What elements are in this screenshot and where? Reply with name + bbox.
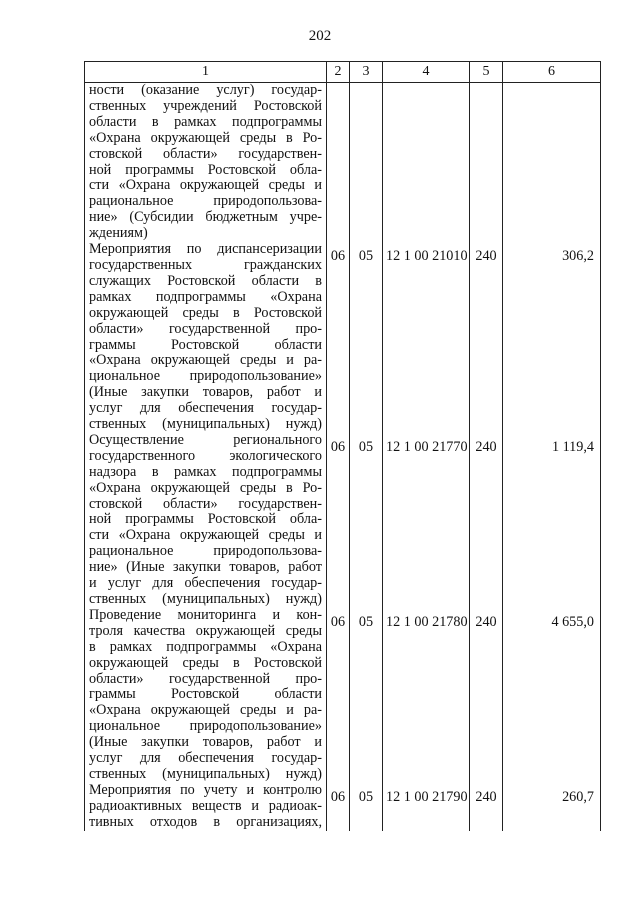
column-header: 4 — [383, 62, 470, 83]
description-line: ждениям) — [89, 225, 148, 242]
subsection-code: 05 — [350, 608, 383, 783]
description-line: надзора в рамках подпрограммы — [89, 463, 322, 480]
description-line: рациональное природопользова- — [89, 543, 322, 560]
description-line: «Охрана окружающей среды и ра- — [89, 352, 322, 369]
description-line: «Охрана окружающей среды в Ро- — [89, 129, 322, 146]
amount: 260,7 — [503, 783, 601, 831]
description-line: государственных гражданских — [89, 256, 322, 273]
section-code: 06 — [327, 608, 350, 783]
description-line: в рамках подпрограммы «Охрана — [89, 638, 322, 655]
description-line: области в рамках подпрограммы — [89, 113, 322, 130]
description-line: ственных (муниципальных) нужд) — [89, 765, 322, 782]
target-article-code — [383, 83, 470, 243]
expense-type-code: 240 — [470, 242, 503, 433]
description-line: услуг для обеспечения государ- — [89, 750, 322, 767]
description-line: тивных отходов в организациях, — [89, 813, 322, 830]
subsection-code: 05 — [350, 242, 383, 433]
target-article-code: 12 1 00 21770 — [383, 433, 470, 608]
table-row — [85, 783, 601, 831]
page-number: 202 — [308, 28, 332, 44]
section-code — [327, 83, 350, 243]
description-line: циональное природопользование» — [89, 368, 322, 385]
description-line: стовской области» государствен- — [89, 145, 322, 162]
description-line: граммы Ростовской области — [89, 336, 322, 353]
description-line: Проведение мониторинга и кон- — [89, 606, 322, 623]
subsection-code: 05 — [350, 433, 383, 608]
subsection-code — [350, 83, 383, 243]
target-article-code: 12 1 00 21780 — [383, 608, 470, 783]
section-code: 06 — [327, 433, 350, 608]
subsection-code: 05 — [350, 783, 383, 831]
description-line: ной программы Ростовской обла- — [89, 511, 322, 528]
description-line: стовской области» государствен- — [89, 495, 322, 512]
description-line: Мероприятия по учету и контролю — [89, 781, 322, 798]
description-line: ности (оказание услуг) государ- — [89, 82, 322, 98]
description-line: области» государственной про- — [89, 320, 322, 337]
description-line: «Охрана окружающей среды и ра- — [89, 702, 322, 719]
description-line: (Иные закупки товаров, работ и — [89, 734, 322, 751]
description-line: сти «Охрана окружающей среды и — [89, 527, 322, 544]
description-line: государственного экологического — [89, 447, 322, 464]
description-line: циональное природопользование» — [89, 718, 322, 735]
table-row — [85, 608, 601, 783]
description-line: троля качества окружающей среды — [89, 622, 322, 639]
row-description — [85, 783, 327, 831]
description-line: ной программы Ростовской обла- — [89, 161, 322, 178]
description-line: ние» (Иные закупки товаров, работ — [89, 559, 322, 576]
amount: 4 655,0 — [503, 608, 601, 783]
table-header-row — [85, 62, 601, 83]
expense-type-code — [470, 83, 503, 243]
description-line: радиоактивных веществ и радиоак- — [89, 797, 322, 814]
expense-type-code: 240 — [470, 783, 503, 831]
description-line: ственных (муниципальных) нужд) — [89, 591, 322, 607]
description-line: услуг для обеспечения государ- — [89, 400, 322, 417]
column-header: 5 — [470, 62, 503, 83]
row-description — [85, 433, 327, 608]
description-line: служащих Ростовской области в — [89, 272, 322, 289]
description-line: ственных (муниципальных) нужд) — [89, 416, 322, 433]
description-line: ние» (Субсидии бюджетным учре- — [89, 209, 322, 226]
budget-table — [84, 61, 601, 831]
description-line: рамках подпрограммы «Охрана — [89, 288, 322, 305]
description-line: «Охрана окружающей среды в Ро- — [89, 479, 322, 496]
table-row — [85, 242, 601, 433]
row-description — [85, 608, 327, 783]
section-code: 06 — [327, 783, 350, 831]
expense-type-code: 240 — [470, 433, 503, 608]
section-code: 06 — [327, 242, 350, 433]
row-description — [85, 83, 327, 243]
column-header: 2 — [327, 62, 350, 83]
column-header: 6 — [503, 62, 601, 83]
amount — [503, 83, 601, 243]
description-line: Мероприятия по диспансеризации — [89, 241, 322, 258]
description-line: окружающей среды в Ростовской — [89, 654, 322, 671]
description-line: ственных учреждений Ростовской — [89, 97, 322, 114]
description-line: окружающей среды в Ростовской — [89, 304, 322, 321]
target-article-code: 12 1 00 21010 — [383, 242, 470, 433]
description-line: области» государственной про- — [89, 670, 322, 687]
description-line: и услуг для обеспечения государ- — [89, 575, 322, 592]
description-line: сти «Охрана окружающей среды и — [89, 177, 322, 194]
description-line: рациональное природопользова- — [89, 193, 322, 210]
amount: 1 119,4 — [503, 433, 601, 608]
description-line: (Иные закупки товаров, работ и — [89, 384, 322, 401]
column-header: 3 — [350, 62, 383, 83]
row-description — [85, 242, 327, 433]
column-header: 1 — [85, 62, 327, 83]
table-row — [85, 83, 601, 243]
target-article-code: 12 1 00 21790 — [383, 783, 470, 831]
expense-type-code: 240 — [470, 608, 503, 783]
description-line: граммы Ростовской области — [89, 686, 322, 703]
table-row — [85, 433, 601, 608]
description-line: Осуществление регионального — [89, 431, 322, 448]
amount: 306,2 — [503, 242, 601, 433]
